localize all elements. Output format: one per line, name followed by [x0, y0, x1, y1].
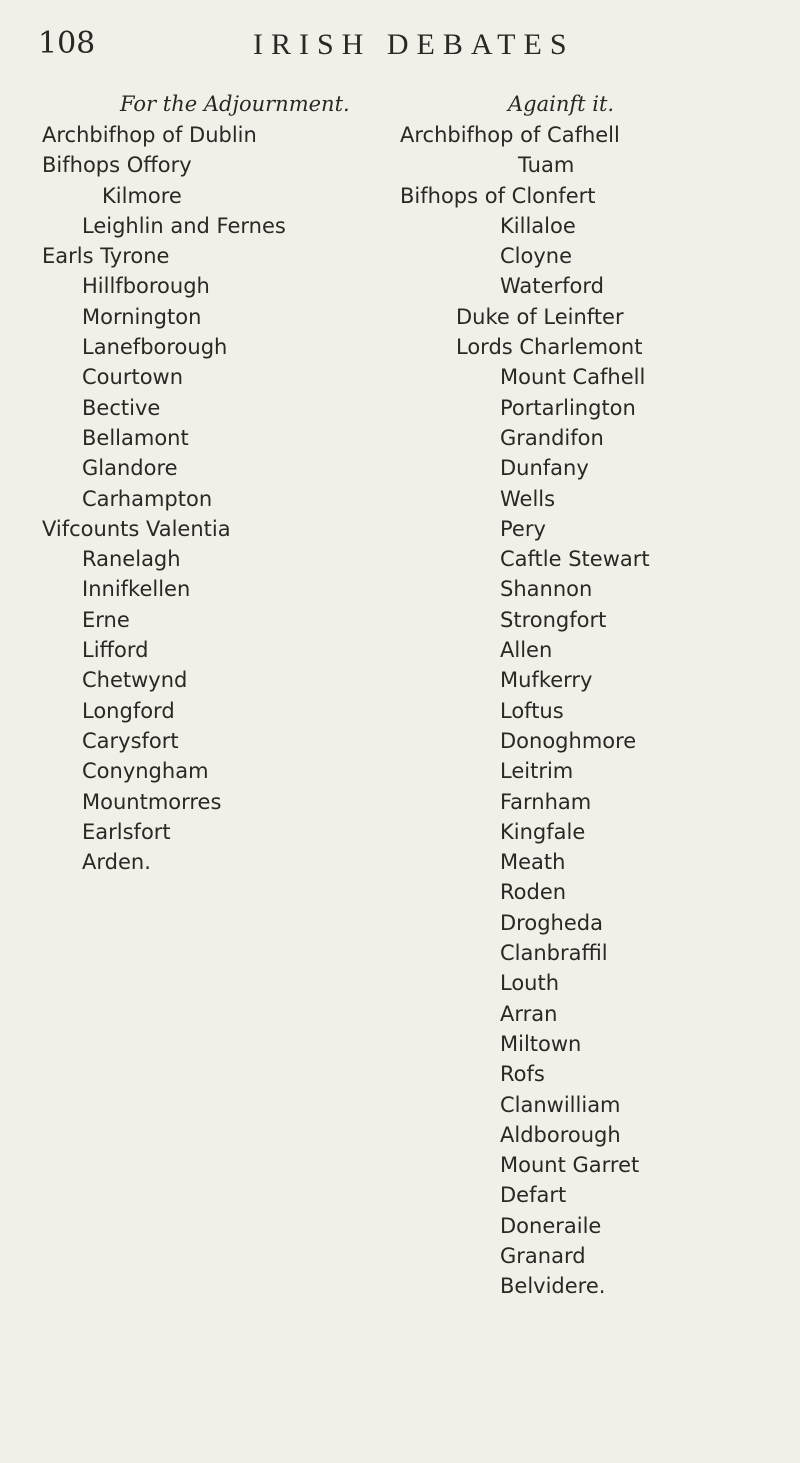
list-item: Innifkellen [82, 577, 191, 602]
list-item: Clanbraffil [500, 941, 608, 966]
list-item: Killaloe [500, 213, 576, 238]
list-item: Miltown [500, 1031, 582, 1056]
list-item: Strongfort [500, 607, 607, 632]
list-item: Mountmorres [82, 789, 222, 814]
list-item: Farnham [500, 789, 592, 814]
list-item: Portarlington [500, 395, 636, 420]
list-item: Allen [500, 638, 553, 663]
list-item: Leighlin and Fernes [82, 213, 286, 238]
list-item: Longford [82, 698, 175, 723]
list-item: Mufkerry [500, 668, 593, 693]
list-item: Cloyne [500, 244, 573, 269]
list-item: Mount Garret [500, 1153, 640, 1178]
list-item: Earlsfort [82, 819, 171, 844]
list-item: Lifford [82, 638, 149, 663]
list-item: Tuam [518, 153, 575, 178]
list-item: Hillfborough [82, 274, 210, 299]
list-item: Belvidere. [500, 1274, 606, 1299]
list-item: Kingfale [500, 819, 586, 844]
list-item: Defart [500, 1183, 567, 1208]
list-item: Vifcounts Valentia [42, 516, 231, 541]
list-item: Courtown [82, 365, 184, 390]
list-item: Mount Cafhell [500, 365, 646, 390]
adjournment-column [42, 88, 382, 877]
column-heading-for: For the Adjournment. [120, 92, 350, 116]
list-item: Clanwilliam [500, 1092, 621, 1117]
list-item: Shannon [500, 577, 593, 602]
list-item: Carhampton [82, 486, 213, 511]
list-item: Bifhops Offory [42, 153, 192, 178]
list-item: Dunfany [500, 456, 589, 481]
list-item: Bective [82, 395, 161, 420]
list-item: Leitrim [500, 759, 574, 784]
list-item: Glandore [82, 456, 178, 481]
list-item: Grandifon [500, 425, 604, 450]
list-item: Waterford [500, 274, 604, 299]
list-item: Bellamont [82, 425, 189, 450]
list-item: Ranelagh [82, 547, 181, 572]
list-item: Louth [500, 971, 560, 996]
list-item: Donoghmore [500, 728, 637, 753]
list-item: Kilmore [102, 183, 182, 208]
list-item: Roden [500, 880, 567, 905]
list-item: Rofs [500, 1062, 545, 1087]
list-item: Drogheda [500, 910, 603, 935]
list-item: Duke of Leinfter [456, 304, 624, 329]
page-header [38, 22, 758, 72]
against-list [400, 120, 760, 1302]
against-column [400, 88, 760, 1302]
list-item: Lords Charlemont [456, 335, 643, 360]
list-item: Lanefborough [82, 335, 228, 360]
list-item: Arden. [82, 850, 151, 875]
running-head: IRISH DEBATES [253, 28, 575, 61]
list-item: Caftle Stewart [500, 547, 650, 572]
page-number: 108 [38, 26, 96, 61]
column-heading-against: Againft it. [508, 92, 615, 116]
list-item: Meath [500, 850, 566, 875]
list-item: Mornington [82, 304, 202, 329]
list-item: Earls Tyrone [42, 244, 170, 269]
list-item: Granard [500, 1243, 586, 1268]
list-item: Archbifhop of Dublin [42, 123, 257, 147]
list-item: Doneraile [500, 1213, 602, 1238]
list-item: Arran [500, 1001, 558, 1026]
list-item: Wells [500, 486, 556, 511]
list-item: Bifhops of Clonfert [400, 183, 596, 208]
list-item: Archbifhop of Cafhell [400, 123, 620, 147]
list-item: Conyngham [82, 759, 209, 784]
list-item: Carysfort [82, 728, 179, 753]
list-item: Pery [500, 516, 546, 541]
list-item: Chetwynd [82, 668, 188, 693]
list-item: Loftus [500, 698, 564, 723]
list-item: Erne [82, 607, 130, 632]
list-item: Aldborough [500, 1122, 621, 1147]
adjournment-list [42, 120, 382, 877]
